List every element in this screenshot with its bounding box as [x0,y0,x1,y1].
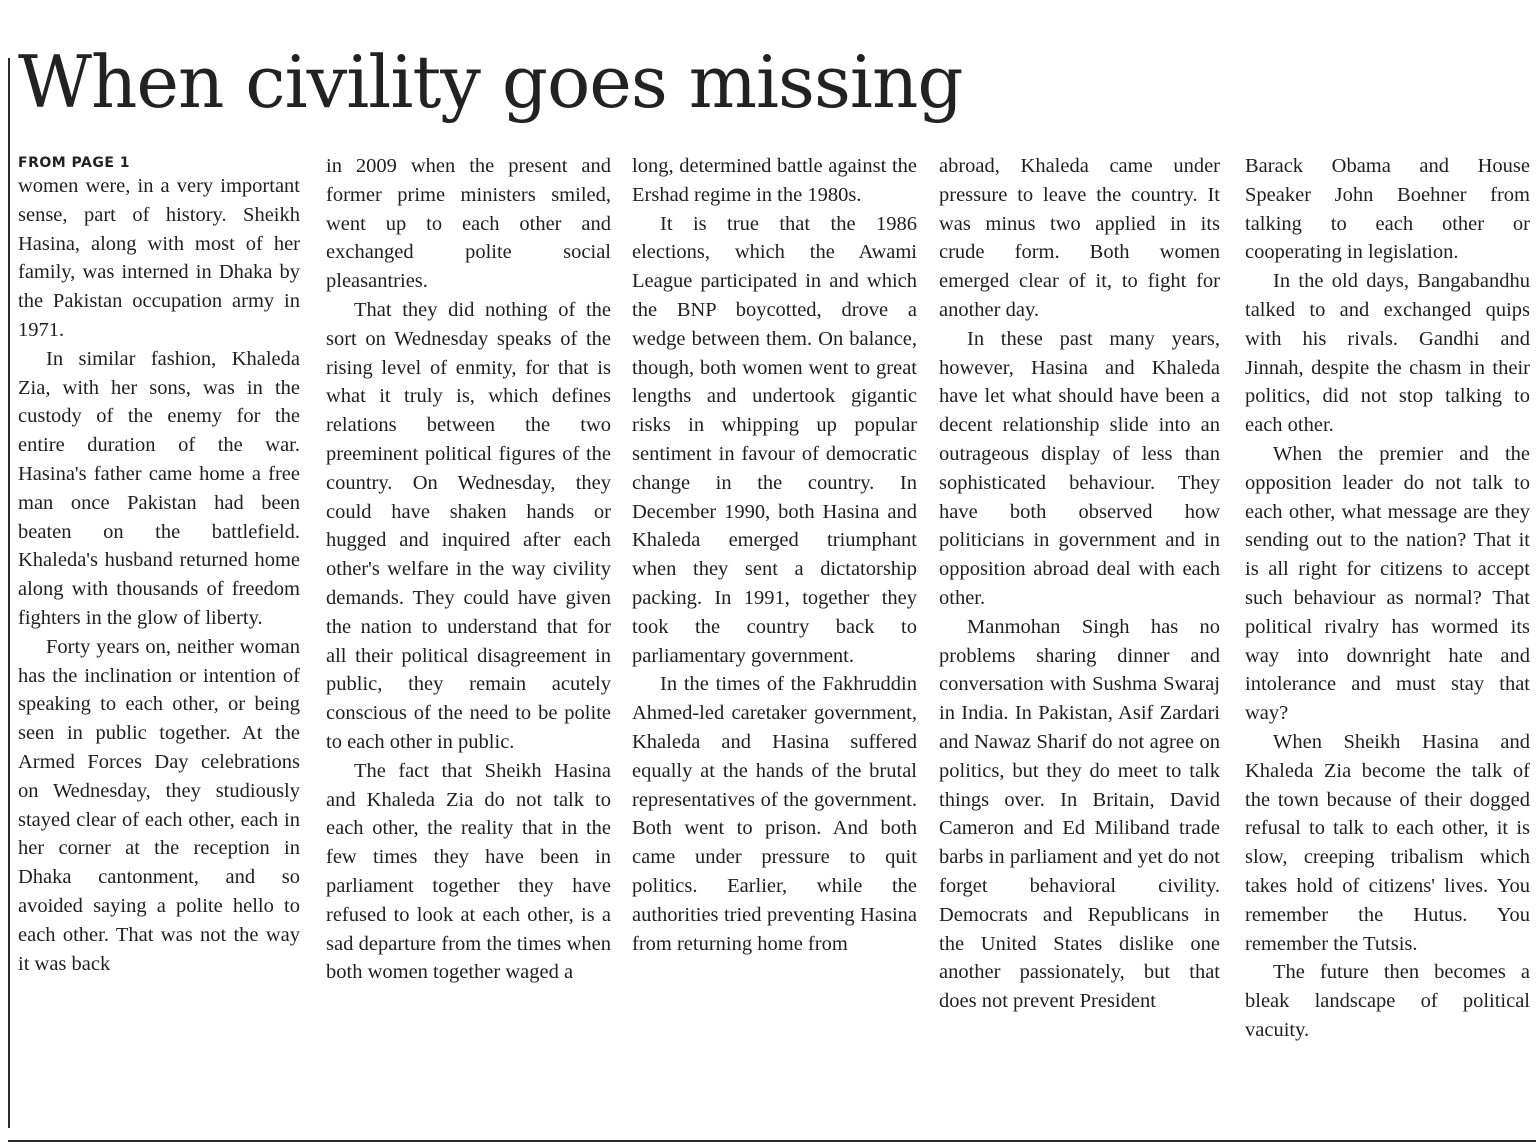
left-column-rule [8,58,10,1128]
paragraph: Manmohan Singh has no problems sharing dinner and conversation with Sushma Swaraj in India. In Pakistan, Asif Zardari and Nawaz Sharif do not agree on politics, but they do meet to talk things over. In Britain, David Cameron and Ed Miliband trade barbs in parliament and yet do not forget behavioral civility. Democrats and Republicans in the United States dislike one another passionately, but that does not prevent President [939,615,1220,1013]
paragraph: Barack Obama and House Speaker John Boehner from talking to each other or cooperating in legislation. [1245,155,1530,264]
paragraph: That they did nothing of the sort on Wednesday speaks of the rising level of enmity, for that is what it truly is, which defines relations between the two preeminent political figures of the country. On Wednesday, they could have shaken hands or hugged and inquired after each other's welfare in the way civility demands. They could have given the nation to understand that for all their political disagreement in public, they remain acutely conscious of the need to be polite to each other in public. [326,298,611,753]
article-column-1 [18,150,300,978]
paragraph: In the times of the Fakhruddin Ahmed-led caretaker government, Khaleda and Hasina suffered equally at the hands of the brutal representatives of the government. Both went to prison. And both came under pressure to quit politics. Earlier, while the authorities tried preventing Hasina from returning home from [632,673,917,955]
paragraph: In similar fashion, Khaleda Zia, with her sons, was in the custody of the enemy for the entire duration of the war. Hasina's father came home a free man once Pakistan had been beaten on the battlefield. Khaleda's husband returned home along with thousands of freedom fighters in the glow of liberty. [18,347,300,629]
paragraph: in 2009 when the present and former prime ministers smiled, went up to each other and exchanged polite social pleasantries. [326,155,611,293]
paragraph: Forty years on, neither woman has the inclination or intention of speaking to each other, or being seen in public together. At the Armed Forces Day celebrations on Wednesday, they studiously stayed clear of each other, each in her corner at the reception in Dhaka cantonment, and so avoided saying a polite hello to each other. That was not the way it was back [18,635,300,975]
paragraph: When Sheikh Hasina and Khaleda Zia become the talk of the town because of their dogged refusal to talk to each other, it is slow, creeping tribalism which takes hold of citizens' lives. You remember the Hutus. You remember the Tutsis. [1245,730,1530,955]
paragraph: long, determined battle against the Ershad regime in the 1980s. [632,155,917,206]
kicker-from-page: FROM PAGE 1 [18,155,131,171]
paragraph: The future then becomes a bleak landscape of political vacuity. [1245,961,1530,1041]
paragraph: In these past many years, however, Hasina and Khaleda have let what should have been a decent relationship slide into an outrageous display of less than sophisticated behaviour. They have both observed how politicians in government and in opposition abroad deal with each other. [939,327,1220,609]
paragraph: women were, in a very important sense, part of history. Sheikh Hasina, along with most of her family, was interned in Dhaka by the Pakistan occupation army in 1971. [18,175,300,341]
paragraph: The fact that Sheikh Hasina and Khaleda Zia do not talk to each other, the reality that in the few times they have been in parliament together they have refused to look at each other, is a sad departure from the times when both women together waged a [326,759,611,984]
article-column-2 [326,152,611,987]
headline: When civility goes missing [18,40,963,124]
article-column-5 [1245,152,1530,1045]
paragraph: abroad, Khaleda came under pressure to leave the country. It was minus two applied in its crude form. Both women emerged clear of it, to fight for another day. [939,155,1220,321]
article-column-3 [632,152,917,958]
bottom-rule [8,1140,1536,1142]
paragraph: In the old days, Bangabandhu talked to and exchanged quips with his rivals. Gandhi and Jinnah, despite the chasm in their politics, did not stop talking to each other. [1245,270,1530,437]
paragraph: When the premier and the opposition leader do not talk to each other, what message are they sending out to the nation? That it is all right for citizens to accept such behaviour as normal? That political rivalry has wormed its way into downright hate and intolerance and must stay that way? [1245,442,1530,725]
paragraph: It is true that the 1986 elections, which the Awami League participated in and which the BNP boycotted, drove a wedge between them. On balance, though, both women went to great lengths and undertook gigantic risks in whipping up popular sentiment in favour of democratic change in the country. In December 1990, both Hasina and Khaleda emerged triumphant when they sent a dictatorship packing. In 1991, together they took the country back to parliamentary government. [632,212,917,667]
article-column-4 [939,152,1220,1016]
